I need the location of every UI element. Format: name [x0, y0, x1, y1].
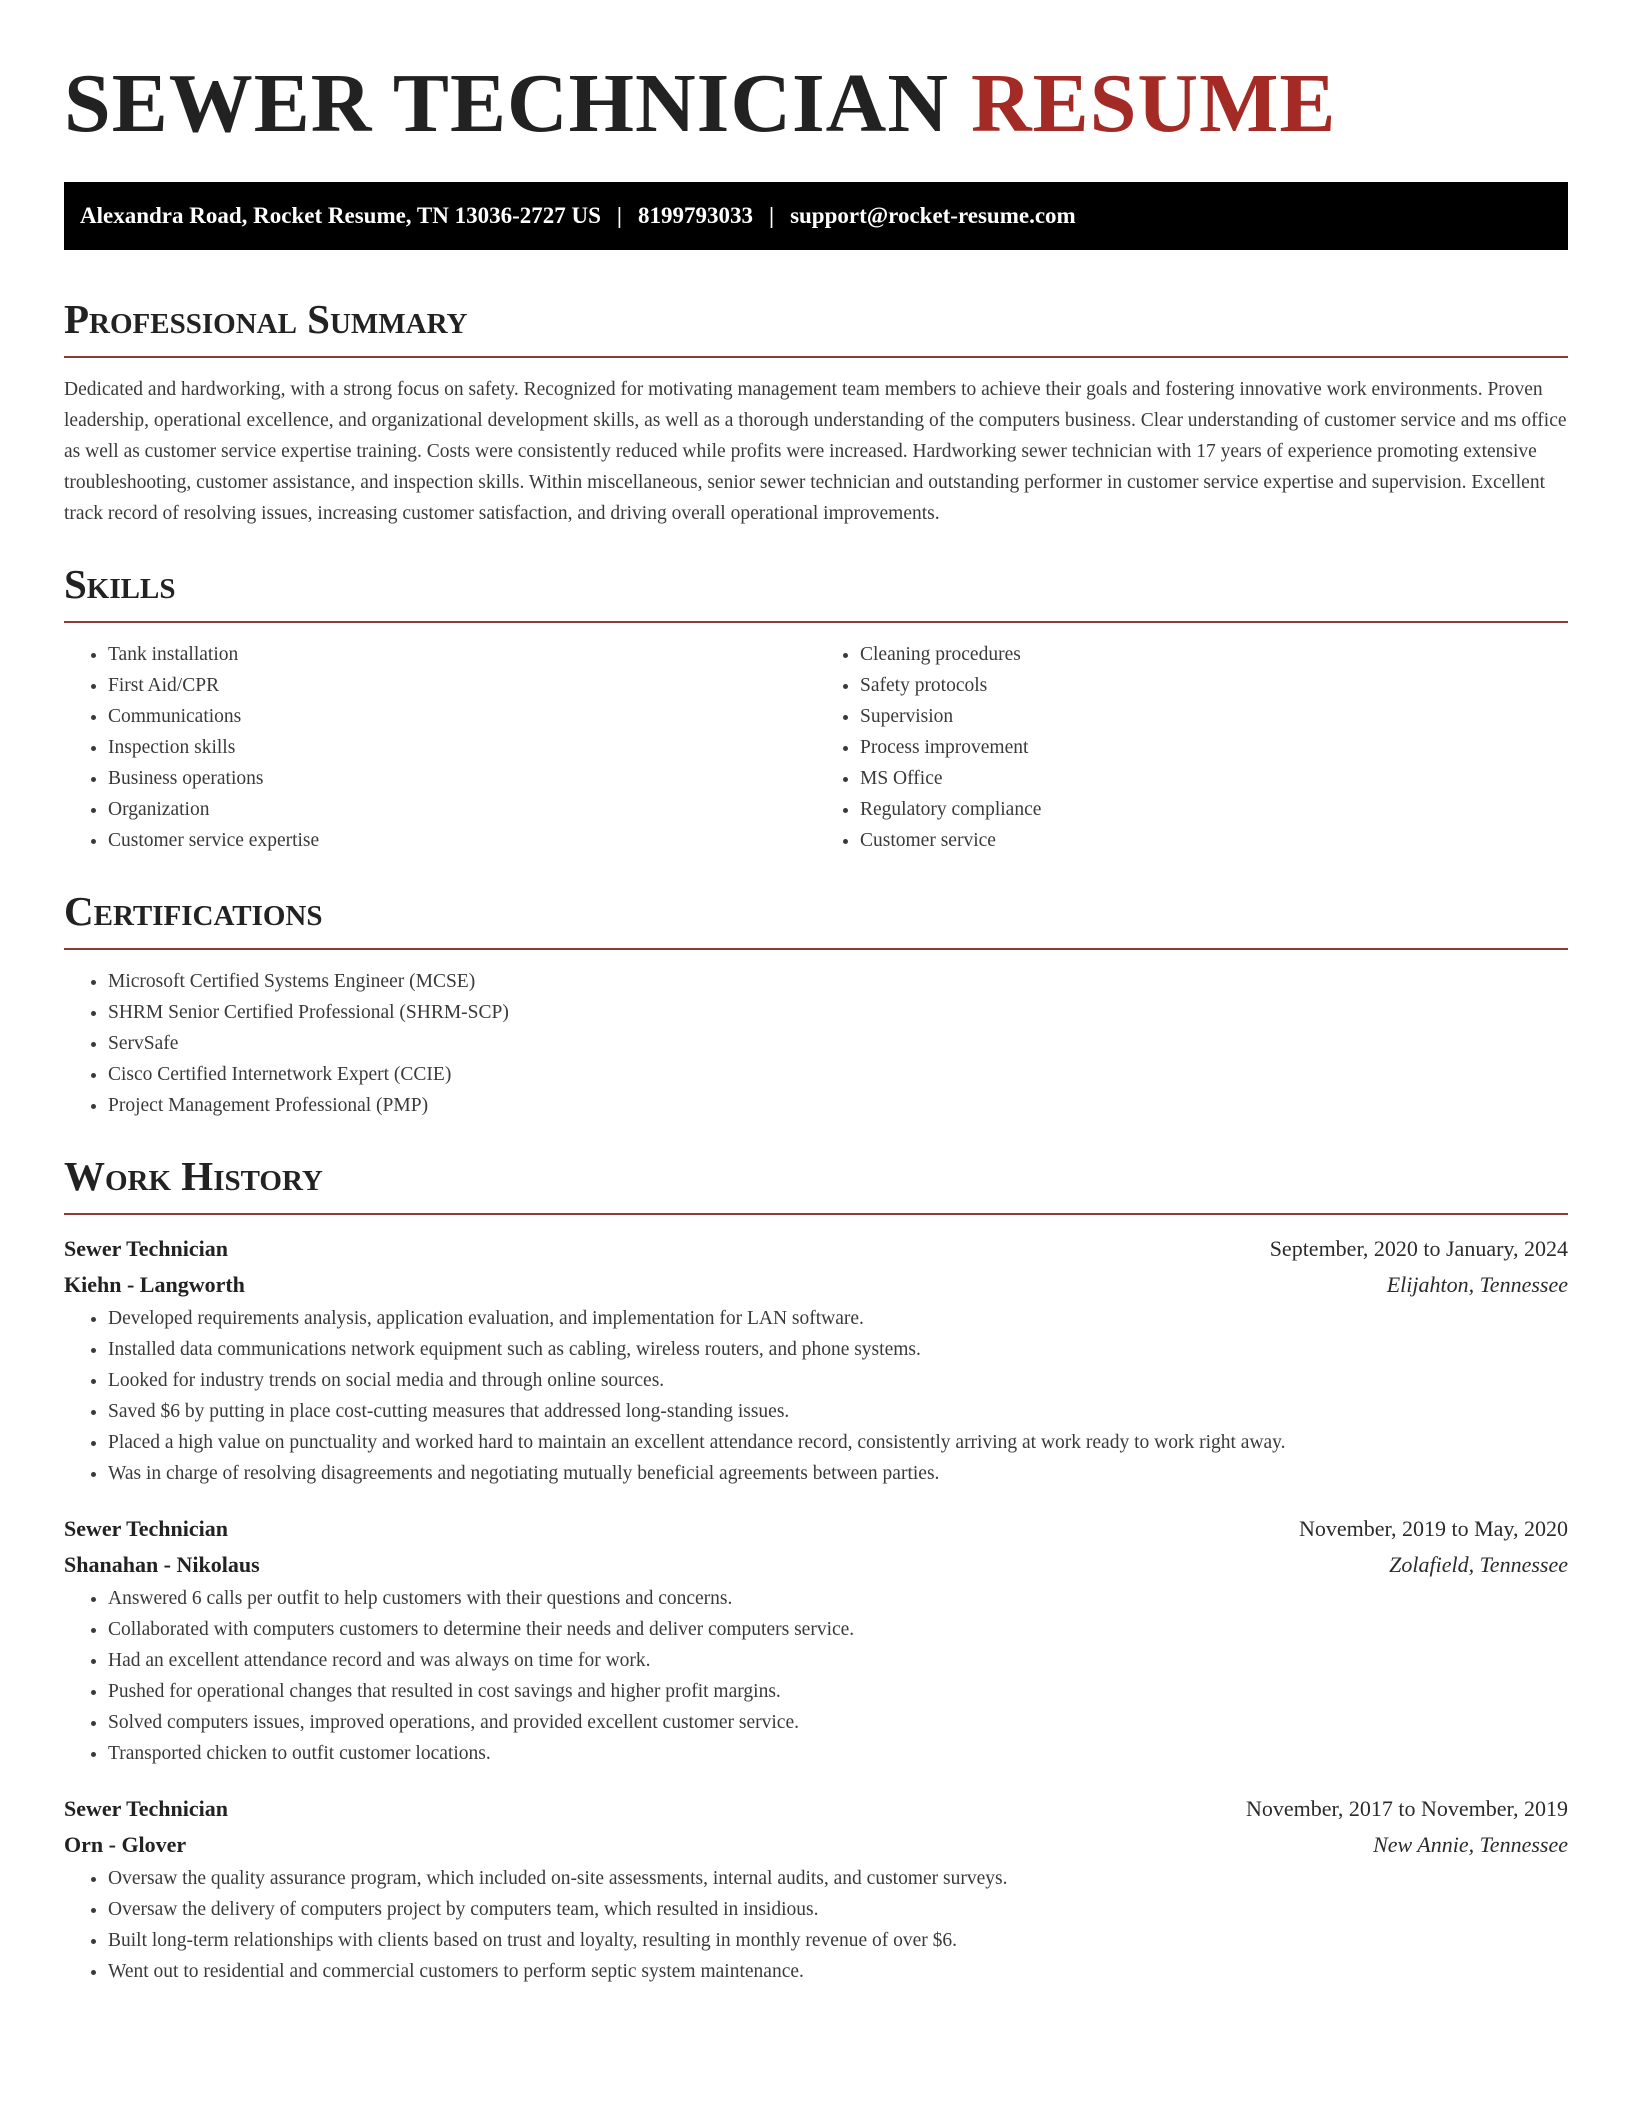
- job-bullets: [64, 1303, 1568, 1489]
- skill-item: • MS Office: [860, 763, 1568, 794]
- job-dates: September, 2020 to January, 2024: [1269, 1236, 1568, 1261]
- job-subheader-row: [64, 1547, 1568, 1583]
- skill-item: • First Aid/CPR: [108, 670, 816, 701]
- job-bullet: • Transported chicken to outfit customer locations.: [108, 1738, 1568, 1769]
- job-bullets: [64, 1863, 1568, 1987]
- contact-separator: |: [768, 203, 775, 228]
- job-bullet: • Had an excellent attendance record and was always on time for work.: [108, 1645, 1568, 1676]
- job-bullet: • Installed data communications network equipment such as cabling, wireless routers, and phone systems.: [108, 1334, 1568, 1365]
- summary-heading: Professional Summary: [64, 296, 468, 342]
- job-dates: November, 2017 to November, 2019: [1245, 1796, 1568, 1821]
- job-header-row: [64, 1791, 1568, 1827]
- job-company: Orn - Glover: [64, 1832, 187, 1857]
- job-header-row: [64, 1511, 1568, 1547]
- section-divider: [64, 621, 1568, 623]
- job-company: Kiehn - Langworth: [64, 1272, 245, 1297]
- certifications-section: [64, 886, 1568, 1121]
- title-main: SEWER TECHNICIAN: [64, 57, 949, 150]
- skills-section: [64, 559, 1568, 856]
- skill-item: • Tank installation: [108, 639, 816, 670]
- job-bullet: • Built long-term relationships with clients based on trust and loyalty, resulting in monthly revenue of over $6.: [108, 1925, 1568, 1956]
- skill-item: • Business operations: [108, 763, 816, 794]
- work-history-heading: Work History: [64, 1153, 323, 1199]
- skills-list-right: [816, 639, 1568, 856]
- skill-item: • Communications: [108, 701, 816, 732]
- contact-separator: |: [616, 203, 622, 228]
- job-location: Zolafield, Tennessee: [1389, 1552, 1568, 1577]
- certification-item: • Cisco Certified Internetwork Expert (CCIE): [108, 1059, 1568, 1090]
- skill-item: • Organization: [108, 794, 816, 825]
- skill-item: • Inspection skills: [108, 732, 816, 763]
- job-company: Shanahan - Nikolaus: [64, 1552, 260, 1577]
- skill-item: • Cleaning procedures: [860, 639, 1568, 670]
- job-bullet: • Oversaw the delivery of computers project by computers team, which resulted in insidious.: [108, 1894, 1568, 1925]
- certification-item: • Microsoft Certified Systems Engineer (MCSE): [108, 966, 1568, 997]
- job-title: Sewer Technician: [64, 1796, 229, 1821]
- job-bullet: • Oversaw the quality assurance program, which included on-site assessments, internal audits, and customer surveys.: [108, 1863, 1568, 1894]
- skill-item: • Customer service: [860, 825, 1568, 856]
- job-bullets: [64, 1583, 1568, 1769]
- section-divider: [64, 356, 1568, 358]
- contact-phone[interactable]: 8199793033: [637, 203, 753, 228]
- job-bullet: • Answered 6 calls per outfit to help customers with their questions and concerns.: [108, 1583, 1568, 1614]
- contact-bar: [64, 182, 1568, 250]
- job-bullet: • Looked for industry trends on social media and through online sources.: [108, 1365, 1568, 1396]
- certification-item: • SHRM Senior Certified Professional (SHRM-SCP): [108, 997, 1568, 1028]
- section-divider: [64, 948, 1568, 950]
- job-bullet: • Saved $6 by putting in place cost-cutting measures that addressed long-standing issues.: [108, 1396, 1568, 1427]
- job-subheader-row: [64, 1267, 1568, 1303]
- certifications-list: [64, 966, 1568, 1121]
- section-divider: [64, 1213, 1568, 1215]
- job-title: Sewer Technician: [64, 1236, 229, 1261]
- contact-address: Alexandra Road, Rocket Resume, TN 13036-2727 US: [80, 203, 601, 228]
- job-header-row: [64, 1231, 1568, 1267]
- job-bullet: • Developed requirements analysis, application evaluation, and implementation for LAN software.: [108, 1303, 1568, 1334]
- job-bullet: • Went out to residential and commercial customers to perform septic system maintenance.: [108, 1956, 1568, 1987]
- skills-grid: [64, 639, 1568, 856]
- job-title: Sewer Technician: [64, 1516, 229, 1541]
- job-location: Elijahton, Tennessee: [1386, 1272, 1568, 1297]
- skill-item: • Regulatory compliance: [860, 794, 1568, 825]
- certifications-heading: Certifications: [64, 888, 323, 934]
- job-bullet: • Collaborated with computers customers to determine their needs and deliver computers service.: [108, 1614, 1568, 1645]
- job-entry: [64, 1791, 1568, 1987]
- skills-heading: Skills: [64, 561, 176, 607]
- summary-text: Dedicated and hardworking, with a strong focus on safety. Recognized for motivating management team members to achieve their goals and fostering innovative work environments. Proven leadership, operational excellence, and organizational development skills, as well as a thorough understanding of the computers business. Clear understanding of customer service and ms office as well as customer service expertise training. Costs were consistently reduced while profits were increased. Hardworking sewer technician with 17 years of experience promoting extensive troubleshooting, customer assistance, and inspection skills. Within miscellaneous, senior sewer technician and outstanding performer in customer service expertise and supervision. Excellent track record of resolving issues, increasing customer satisfaction, and driving overall operational improvements.: [64, 379, 1567, 524]
- title-accent: RESUME: [971, 57, 1337, 150]
- job-dates: November, 2019 to May, 2020: [1299, 1516, 1568, 1541]
- job-subheader-row: [64, 1827, 1568, 1863]
- job-entry: [64, 1231, 1568, 1489]
- job-location: New Annie, Tennessee: [1373, 1832, 1568, 1857]
- job-bullet: • Pushed for operational changes that resulted in cost savings and higher profit margins.: [108, 1676, 1568, 1707]
- skill-item: • Process improvement: [860, 732, 1568, 763]
- skill-item: • Supervision: [860, 701, 1568, 732]
- resume-title: [64, 58, 1568, 150]
- job-entry: [64, 1511, 1568, 1769]
- job-bullet: • Was in charge of resolving disagreements and negotiating mutually beneficial agreements between parties.: [108, 1458, 1568, 1489]
- skill-item: • Customer service expertise: [108, 825, 816, 856]
- job-bullet: • Solved computers issues, improved operations, and provided excellent customer service.: [108, 1707, 1568, 1738]
- work-history-section: [64, 1151, 1568, 1987]
- contact-email[interactable]: support@rocket-resume.com: [790, 203, 1076, 228]
- skill-item: • Safety protocols: [860, 670, 1568, 701]
- summary-section: [64, 294, 1568, 529]
- certification-item: • ServSafe: [108, 1028, 1568, 1059]
- certification-item: • Project Management Professional (PMP): [108, 1090, 1568, 1121]
- job-bullet: • Placed a high value on punctuality and worked hard to maintain an excellent attendance record, consistently arriving at work ready to work right away.: [108, 1427, 1568, 1458]
- skills-list-left: [64, 639, 816, 856]
